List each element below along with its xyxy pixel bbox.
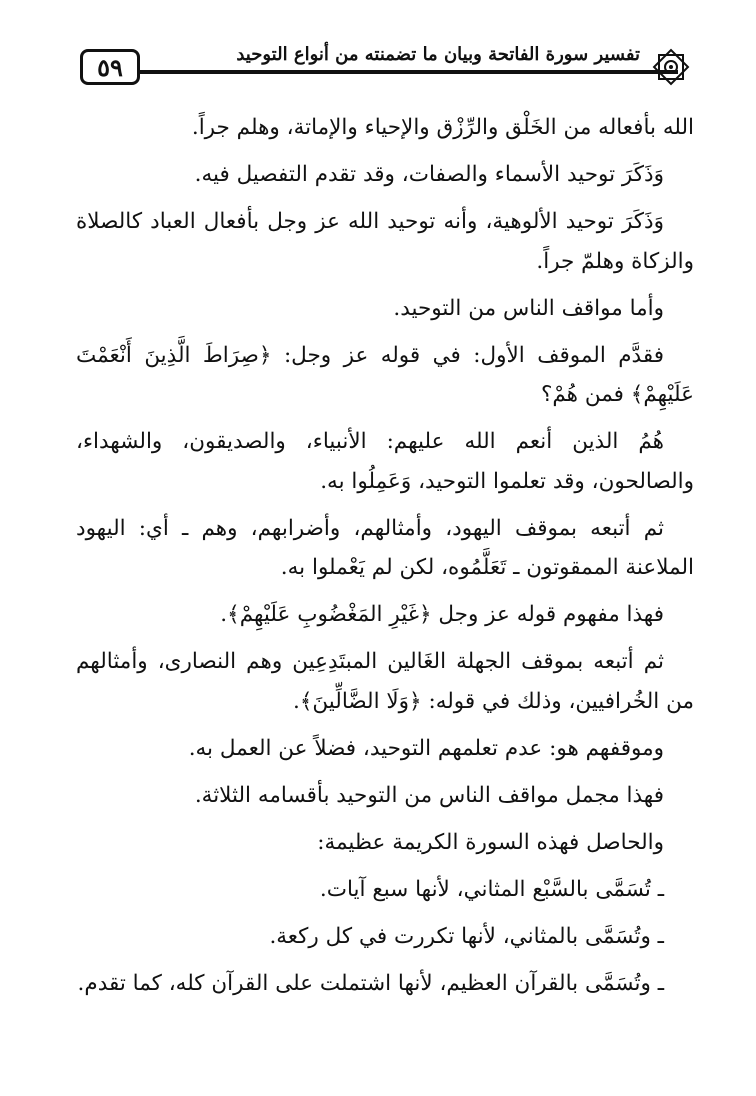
page-header	[80, 40, 686, 92]
body-paragraph: الله بأفعاله من الخَلْق والرِّزْق والإحياء والإماتة، وهلم جراً.	[191, 115, 694, 140]
list-item: ـ تُسَمَّى بالسَّبْع المثاني، لأنها سبع آيات.	[319, 876, 664, 902]
body-paragraph-with-verse: فقدَّم الموقف الأول: في قوله عز وجل: ﴿صِرَاطَ الَّذِينَ أَنْعَمْتَ عَلَيْهِمْ﴾ فمن هُمْ؟	[76, 342, 694, 407]
body-paragraph: وَذَكَرَ توحيد الألوهية، وأنه توحيد الله عز وجل بأفعال العباد كالصلاة والزكاة وهلمّ جراً.	[76, 209, 694, 274]
body-paragraph: وموقفهم هو: عدم تعلمهم التوحيد، فضلاً عن العمل به.	[188, 735, 664, 761]
header-rule	[138, 70, 678, 74]
running-title: تفسير سورة الفاتحة وبيان ما تضمنته من أنواع التوحيد	[230, 44, 646, 66]
body-paragraph-with-verse: فهذا مفهوم قوله عز وجل ﴿غَيْرِ المَغْضُوبِ عَلَيْهِمْ﴾.	[220, 602, 664, 627]
list-item: ـ وتُسَمَّى بالمثاني، لأنها تكررت في كل ركعة.	[269, 923, 664, 949]
list-item: ـ وتُسَمَّى بالقرآن العظيم، لأنها اشتملت على القرآن كله، كما تقدم.	[77, 970, 664, 996]
body-paragraph: ثم أتبعه بموقف اليهود، وأمثالهم، وأضرابهم، وهم ـ أي: اليهود الملاعنة الممقوتون ـ تَعَلَّمُوه، لكن لم يَعْملوا به.	[76, 515, 694, 580]
body-paragraph: وَذَكَرَ توحيد الأسماء والصفات، وقد تقدم التفصيل فيه.	[194, 162, 664, 187]
body-paragraph: والحاصل فهذه السورة الكريمة عظيمة:	[317, 829, 664, 855]
body-paragraph: هُمُ الذين أنعم الله عليهم: الأنبياء، والصديقون، والشهداء، والصالحون، وقد تعلموا التوحيد، وَعَمِلُوا به.	[76, 429, 694, 494]
body-paragraph: فهذا مجمل مواقف الناس من التوحيد بأقسامه الثلاثة.	[194, 782, 664, 808]
eight-point-star-ornament-icon	[650, 46, 692, 88]
page-number: ٥٩	[80, 49, 140, 85]
body-paragraph: وأما مواقف الناس من التوحيد.	[393, 295, 664, 321]
body-paragraph-with-verse: ثم أتبعه بموقف الجهلة الغَالين المبتَدِعِين وهم النصارى، وأمثالهم من الخُرافيين، وذلك في قوله: ﴿وَلَا الضَّالِّينَ﴾.	[76, 649, 694, 714]
page-body	[76, 108, 694, 1011]
